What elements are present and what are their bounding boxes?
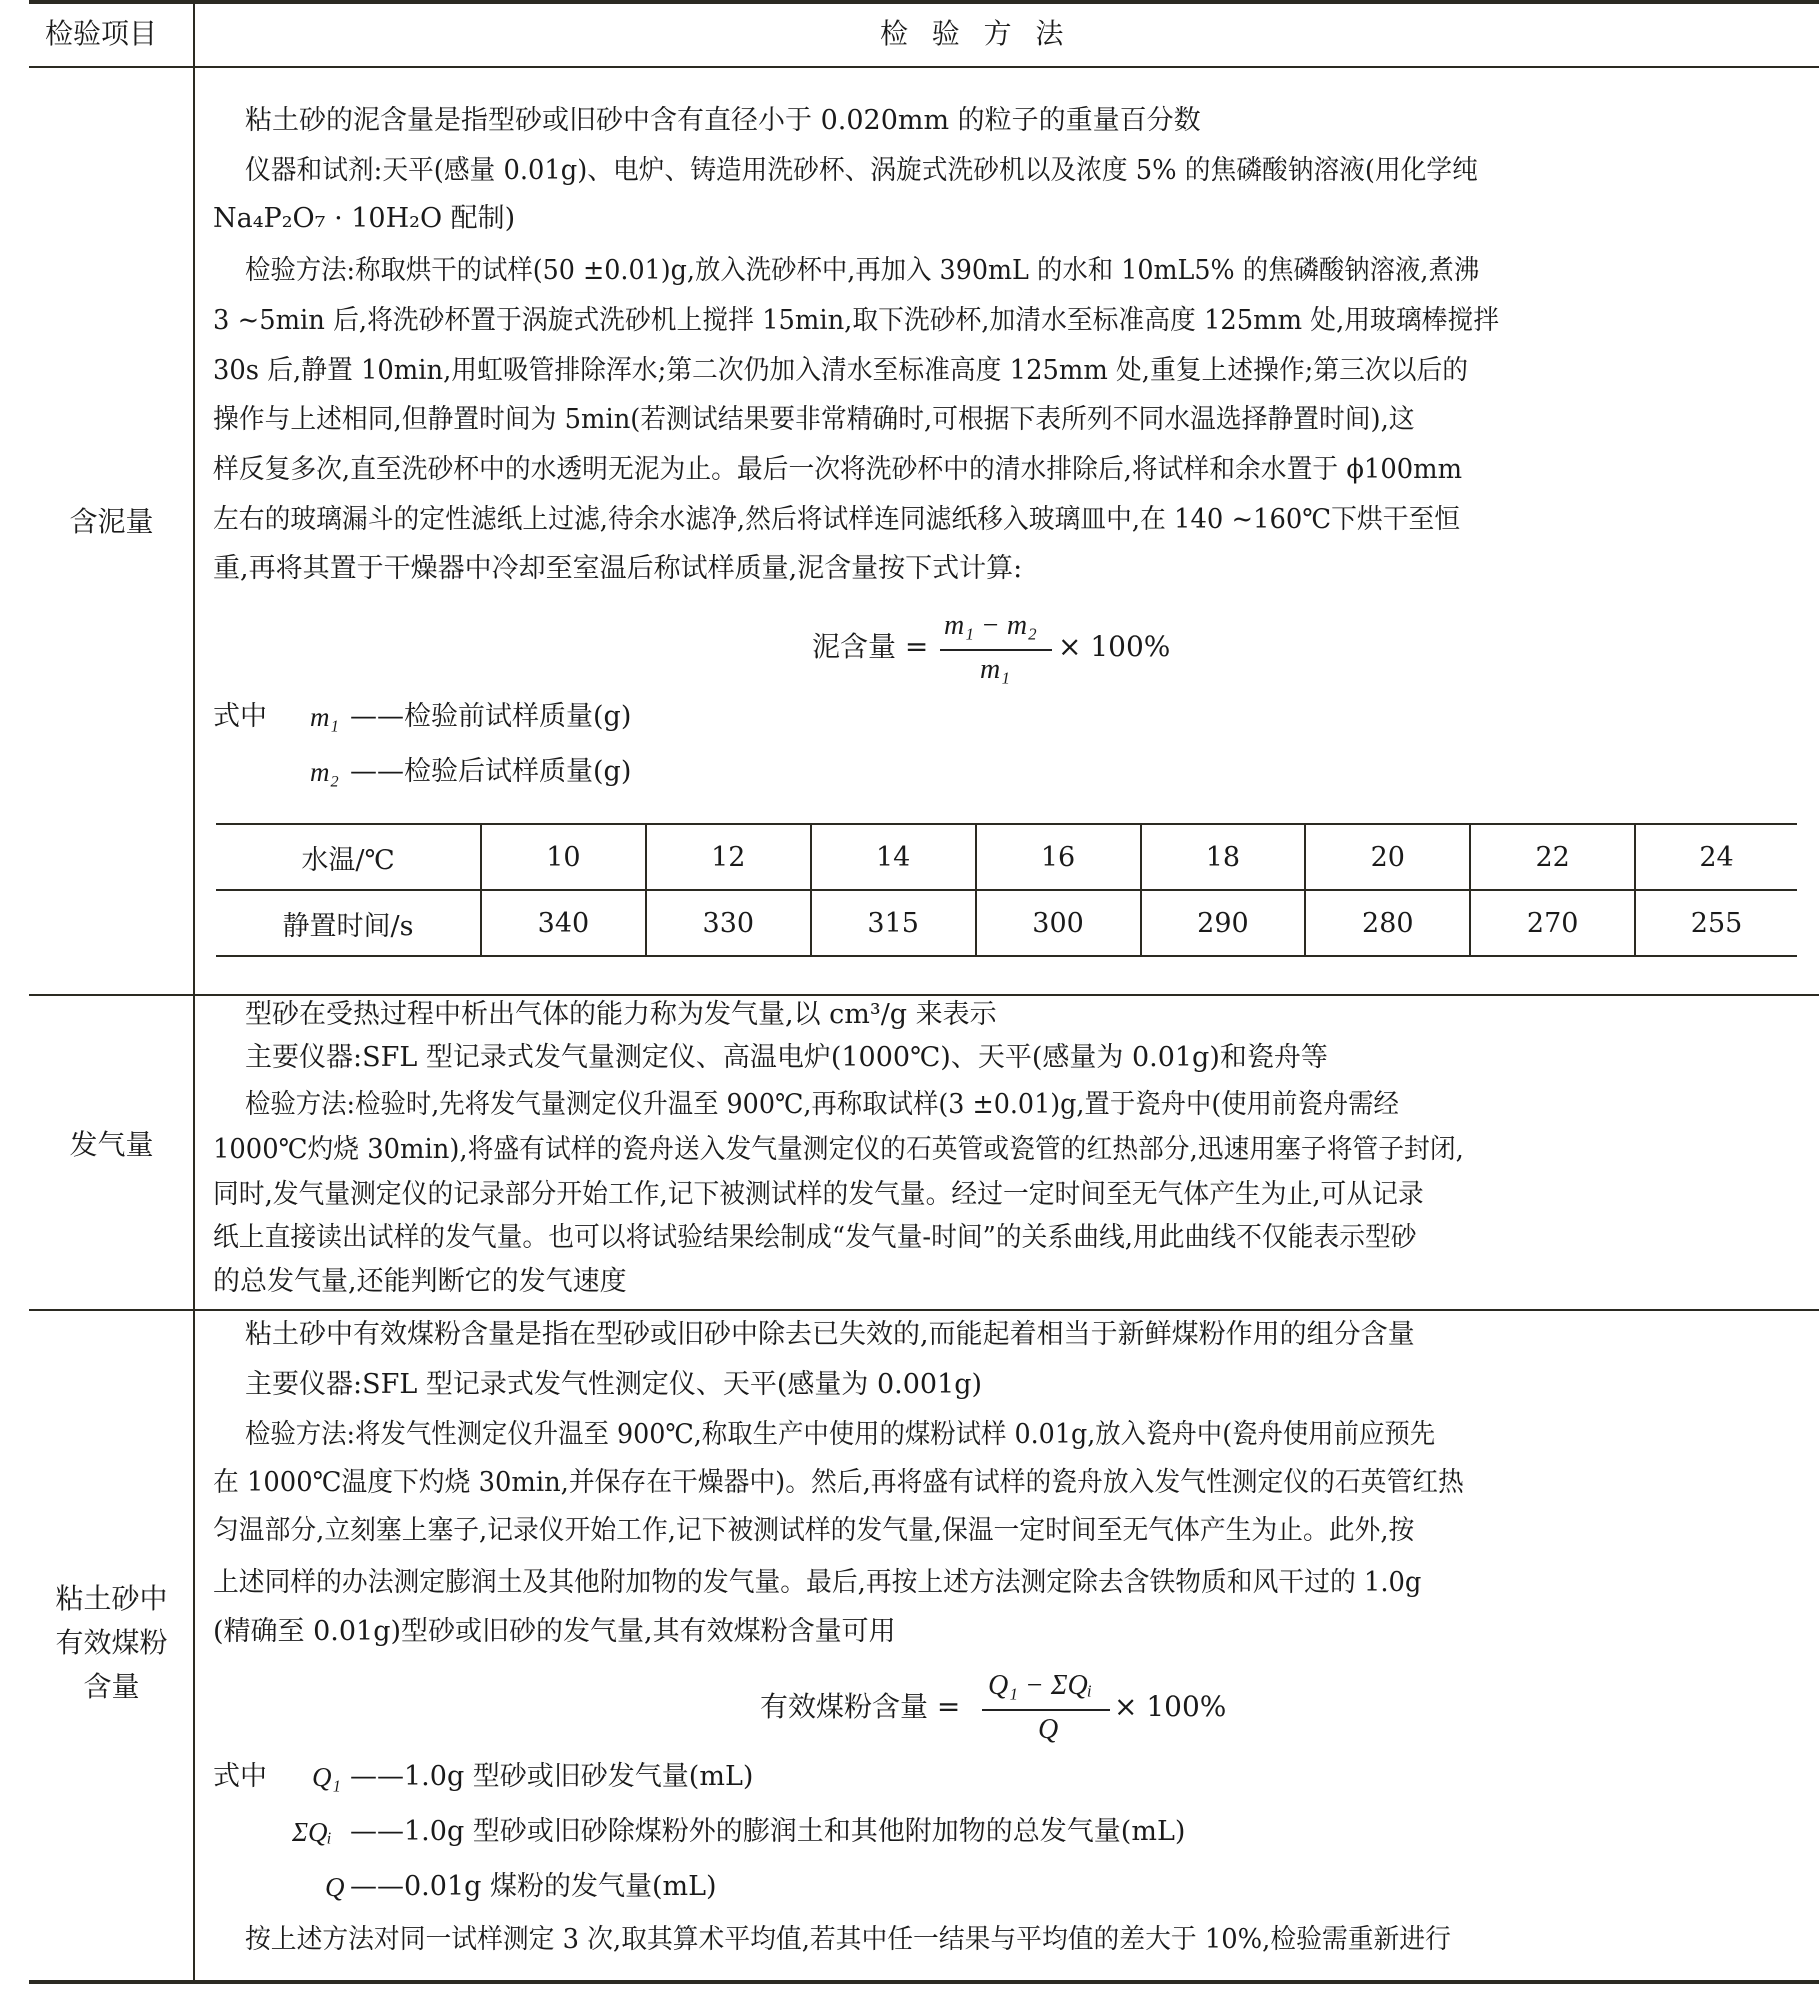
- table-cell: 16: [976, 824, 1141, 890]
- text-line: (精确至 0.01g)型砂或旧砂的发气量,其有效煤粉含量可用: [213, 1616, 896, 1647]
- header-bottom-border: [29, 66, 1819, 68]
- formula-lhs: 泥含量 =: [812, 630, 929, 663]
- definition-symbol: Q: [325, 1872, 345, 1902]
- table-cell: 14: [811, 824, 976, 890]
- text-line: 的总发气量,还能判断它的发气速度: [213, 1266, 627, 1297]
- table-cell: 270: [1470, 890, 1635, 956]
- text-line: 匀温部分,立刻塞上塞子,记录仪开始工作,记下被测试样的发气量,保温一定时间至无气体产生为止。此外,按: [213, 1515, 1415, 1546]
- text-line: 同时,发气量测定仪的记录部分开始工作,记下被测试样的发气量。经过一定时间至无气体产生为止,可从记录: [213, 1179, 1424, 1210]
- table-top-border: [29, 0, 1819, 4]
- header-method-column: 检 验 方 法: [880, 17, 1066, 50]
- text-line: 仪器和试剂:天平(感量 0.01g)、电炉、铸造用洗砂杯、涡旋式洗砂机以及浓度 5% 的焦磷酸钠溶液(用化学纯: [245, 155, 1478, 186]
- text-line: 上述同样的办法测定膨润土及其他附加物的发气量。最后,再按上述方法测定除去含铁物质和风干过的 1.0g: [213, 1567, 1422, 1598]
- where-label: 式中: [213, 701, 267, 732]
- item-label-mud-content: 含泥量: [69, 505, 154, 538]
- table-cell: 12: [646, 824, 811, 890]
- fraction-bar: [982, 1709, 1110, 1711]
- item-label-effective-coal-line3: 含量: [83, 1670, 140, 1703]
- formula-denominator: Q: [1038, 1714, 1059, 1745]
- water-temperature-table: [216, 823, 1797, 957]
- table-cell: 24: [1635, 824, 1797, 890]
- text-line: Na₄P₂O₇ · 10H₂O 配制): [213, 203, 516, 234]
- text-line: 1000℃灼烧 30min),将盛有试样的瓷舟送入发气量测定仪的石英管或瓷管的红热部分,迅速用塞子将管子封闭,: [213, 1134, 1464, 1165]
- table-cell: 18: [1141, 824, 1306, 890]
- table-cell: 280: [1305, 890, 1470, 956]
- formula-effective-coal: [760, 1668, 1227, 1748]
- table-cell: 290: [1141, 890, 1306, 956]
- text-line: 30s 后,静置 10min,用虹吸管排除浑水;第二次仍加入清水至标准高度 125mm 处,重复上述操作;第三次以后的: [213, 355, 1469, 386]
- item-label-gas-evolution: 发气量: [69, 1128, 154, 1161]
- text-line: 主要仪器:SFL 型记录式发气性测定仪、天平(感量为 0.001g): [245, 1369, 983, 1400]
- formula-denominator: m₁: [980, 654, 1010, 685]
- table-cell: 315: [811, 890, 976, 956]
- table-cell-label: 静置时间/s: [216, 890, 481, 956]
- text-line: 检验方法:称取烘干的试样(50 ±0.01)g,放入洗砂杯中,再加入 390mL 的水和 10mL5% 的焦磷酸钠溶液,煮沸: [245, 255, 1480, 286]
- definition-symbol: m₂: [310, 757, 339, 787]
- text-line: 按上述方法对同一试样测定 3 次,取其算术平均值,若其中任一结果与平均值的差大于 10%,检验需重新进行: [245, 1924, 1451, 1955]
- text-line: 检验方法:将发气性测定仪升温至 900℃,称取生产中使用的煤粉试样 0.01g,放入瓷舟中(瓷舟使用前应预先: [245, 1419, 1436, 1450]
- text-line: 在 1000℃温度下灼烧 30min,并保存在干燥器中)。然后,再将盛有试样的瓷舟放入发气性测定仪的石英管红热: [213, 1467, 1464, 1498]
- formula-numerator: Q₁ − ΣQᵢ: [988, 1670, 1093, 1701]
- formula-rhs: × 100%: [1058, 630, 1171, 663]
- definition-text: ——1.0g 型砂或旧砂发气量(mL): [350, 1761, 754, 1792]
- definition-symbol: ΣQᵢ: [292, 1817, 332, 1847]
- formula-lhs: 有效煤粉含量 =: [760, 1690, 961, 1723]
- text-line: 型砂在受热过程中析出气体的能力称为发气量,以 cm³/g 来表示: [245, 999, 997, 1030]
- table-row-water-temp: [216, 824, 1797, 890]
- formula-mud-content: [812, 610, 1172, 690]
- item-label-effective-coal-line2: 有效煤粉: [55, 1626, 168, 1659]
- item-label-effective-coal-line1: 粘土砂中: [55, 1582, 168, 1615]
- text-line: 3 ~5min 后,将洗砂杯置于涡旋式洗砂机上搅拌 15min,取下洗砂杯,加清水至标准高度 125mm 处,用玻璃棒搅拌: [213, 305, 1499, 336]
- text-line: 重,再将其置于干燥器中冷却至室温后称试样质量,泥含量按下式计算:: [213, 553, 1023, 584]
- table-cell: 255: [1635, 890, 1797, 956]
- definition-text: ——1.0g 型砂或旧砂除煤粉外的膨润土和其他附加物的总发气量(mL): [350, 1816, 1186, 1847]
- formula-numerator: m₁ − m₂: [944, 610, 1037, 641]
- table-row-settle-time: [216, 890, 1797, 956]
- table-cell: 340: [481, 890, 646, 956]
- text-line: 左右的玻璃漏斗的定性滤纸上过滤,待余水滤净,然后将试样连同滤纸移入玻璃皿中,在 140 ~160℃下烘干至恒: [213, 504, 1461, 535]
- row-divider-2: [29, 1309, 1819, 1311]
- text-line: 纸上直接读出试样的发气量。也可以将试验结果绘制成“发气量-时间”的关系曲线,用此曲线不仅能表示型砂: [213, 1222, 1417, 1253]
- definition-symbol: m₁: [310, 702, 339, 732]
- table-bottom-border: [29, 1980, 1819, 1984]
- header-item-column: 检验项目: [45, 17, 158, 50]
- definition-text: ——检验前试样质量(g): [350, 701, 632, 732]
- table-cell: 20: [1305, 824, 1470, 890]
- fraction-bar: [940, 649, 1052, 651]
- definition-symbol: Q₁: [312, 1762, 341, 1792]
- text-line: 主要仪器:SFL 型记录式发气量测定仪、高温电炉(1000℃)、天平(感量为 0.01g)和瓷舟等: [245, 1042, 1328, 1073]
- table-cell: 330: [646, 890, 811, 956]
- table-cell: 300: [976, 890, 1141, 956]
- text-line: 操作与上述相同,但静置时间为 5min(若测试结果要非常精确时,可根据下表所列不同水温选择静置时间),这: [213, 404, 1415, 435]
- table-cell: 10: [481, 824, 646, 890]
- table-cell-label: 水温/℃: [216, 824, 481, 890]
- definition-text: ——检验后试样质量(g): [350, 756, 632, 787]
- text-line: 检验方法:检验时,先将发气量测定仪升温至 900℃,再称取试样(3 ±0.01)g,置于瓷舟中(使用前瓷舟需经: [245, 1089, 1399, 1120]
- text-line: 样反复多次,直至洗砂杯中的水透明无泥为止。最后一次将洗砂杯中的清水排除后,将试样和余水置于 ϕ100mm: [213, 454, 1463, 485]
- where-label: 式中: [213, 1761, 267, 1792]
- definition-text: ——0.01g 煤粉的发气量(mL): [350, 1871, 717, 1902]
- text-line: 粘土砂中有效煤粉含量是指在型砂或旧砂中除去已失效的,而能起着相当于新鲜煤粉作用的组分含量: [245, 1319, 1415, 1350]
- row-divider-1: [29, 994, 1819, 996]
- table-cell: 22: [1470, 824, 1635, 890]
- formula-rhs: × 100%: [1114, 1690, 1227, 1723]
- text-line: 粘土砂的泥含量是指型砂或旧砂中含有直径小于 0.020mm 的粒子的重量百分数: [245, 105, 1201, 136]
